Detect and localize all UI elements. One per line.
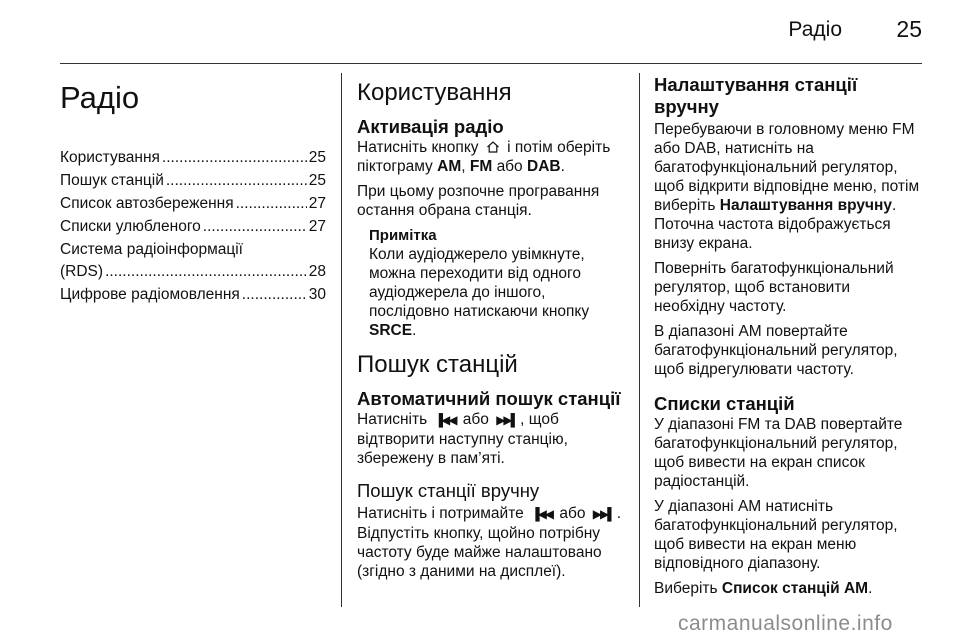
srce-button-label: SRCE — [369, 322, 413, 339]
column-3 — [654, 72, 924, 604]
toc-entry-page: 25 — [308, 172, 326, 189]
fm-label: FM — [469, 158, 493, 175]
subheading-manual-search: Пошук станції вручну — [357, 480, 540, 501]
tuning-paragraph-3: В діапазоні AM повертайте багатофункціональний регулятор, щоб відрегулювати частоту. — [654, 323, 898, 378]
note-box — [369, 226, 625, 340]
lists-paragraph-1: У діапазоні FM та DAB повертайте багатофункціональний регулятор, щоб вивести на екран список радіостанцій. — [654, 416, 903, 490]
table-of-contents — [60, 72, 326, 307]
page-number: 25 — [896, 16, 922, 42]
toc-entry-title: Списки улюбленого — [60, 218, 201, 235]
watermark: carmanualsonline.info — [678, 612, 893, 635]
home-icon — [486, 140, 500, 154]
tuning-paragraph-1: Перебуваючи в головному меню FM або DAB, натисніть на багатофункціональний регулятор, щоб відкрити відповідне меню, потім виберіть Налаштування вручну. Поточна частота відображується внизу екрана. — [654, 121, 920, 252]
tuning-paragraph-2: Поверніть багатофункціональний регулятор, щоб встановити необхідну частоту. — [654, 260, 894, 315]
skip-forward-icon: ▶▶▌ — [592, 507, 614, 521]
section-heading-search: Пошук станцій — [357, 351, 518, 378]
am-label: AM — [437, 158, 462, 175]
toc-entry-title: Список автозбереження — [60, 195, 234, 212]
skip-back-icon: ▐◀◀ — [434, 413, 456, 427]
toc-entry[interactable] — [60, 193, 326, 215]
toc-entry[interactable] — [60, 284, 326, 306]
toc-entry-title-cont: (RDS) — [60, 263, 104, 280]
dab-label: DAB — [527, 158, 561, 175]
skip-forward-icon: ▶▶▌ — [496, 413, 518, 427]
toc-entry[interactable] — [60, 170, 326, 192]
toc-leader-dots — [203, 216, 307, 238]
activation-paragraph-2: При цьому розпочне програвання остання обрана станція. — [357, 183, 600, 219]
subheading-activation: Активація радіо — [357, 116, 504, 137]
toc-leader-dots — [242, 284, 307, 306]
am-station-list-label: Список станцій AM — [721, 580, 869, 597]
toc-entry-page: 30 — [308, 286, 326, 303]
manual-tuning-menu-label: Налаштування вручну — [719, 197, 892, 214]
section-heading-usage: Користування — [357, 79, 512, 106]
toc-entry[interactable] — [60, 216, 326, 238]
manual-search-paragraph: Натисніть і потримайте ▐◀◀ або ▶▶▌ . Відпустіть кнопку, щойно потрібну частоту буде майже налаштовано (згідно з даними на дисплеї). — [357, 505, 622, 580]
subheading-station-lists: Списки станцій — [654, 393, 795, 414]
lists-paragraph-2: У діапазоні AM натисніть багатофункціональний регулятор, щоб вивести на екран меню відповідного діапазону. — [654, 498, 898, 572]
toc-leader-dots — [236, 193, 307, 215]
toc-entry-title: Цифрове радіомовлення — [60, 286, 240, 303]
subheading-auto-search: Автоматичний пошук станції — [357, 388, 621, 409]
toc-entry-title: Система радіоінформації — [60, 241, 243, 258]
toc-entry[interactable] — [60, 147, 326, 169]
column-2 — [357, 72, 625, 587]
toc-leader-dots — [162, 147, 307, 169]
column-divider-2 — [639, 73, 640, 607]
header-rule — [60, 63, 922, 64]
toc-entry-page: 27 — [308, 195, 326, 212]
running-header-title: Радіо — [788, 18, 842, 41]
toc-entry-page: 27 — [308, 218, 326, 235]
toc-entry-page: 25 — [308, 149, 326, 166]
toc-entry-title: Користування — [60, 149, 160, 166]
auto-search-paragraph: Натисніть ▐◀◀ або ▶▶▌ , щоб відтворити наступну станцію, збережену в пам’яті. — [357, 411, 568, 467]
subheading-manual-tuning: Налаштування станції вручну — [654, 74, 858, 117]
activation-paragraph-1: Натисніть кнопку і потім оберіть піктограму AM, FM або DAB. — [357, 139, 611, 175]
skip-back-icon: ▐◀◀ — [531, 507, 553, 521]
lists-paragraph-3: Виберіть Список станцій AM. — [654, 580, 873, 597]
note-title: Примітка — [369, 227, 437, 244]
toc-entry-title: Пошук станцій — [60, 172, 164, 189]
toc-entry-page: 28 — [308, 263, 326, 280]
toc-entry[interactable] — [60, 239, 326, 283]
chapter-title: Радіо — [60, 80, 140, 115]
toc-leader-dots — [166, 170, 307, 192]
note-text: Коли аудіоджерело увімкнуте, можна переходити від одного аудіоджерела до іншого, послідовно натискаючи кнопку SRCE. — [369, 246, 590, 339]
toc-leader-dots — [105, 261, 307, 283]
column-divider-1 — [341, 73, 342, 607]
